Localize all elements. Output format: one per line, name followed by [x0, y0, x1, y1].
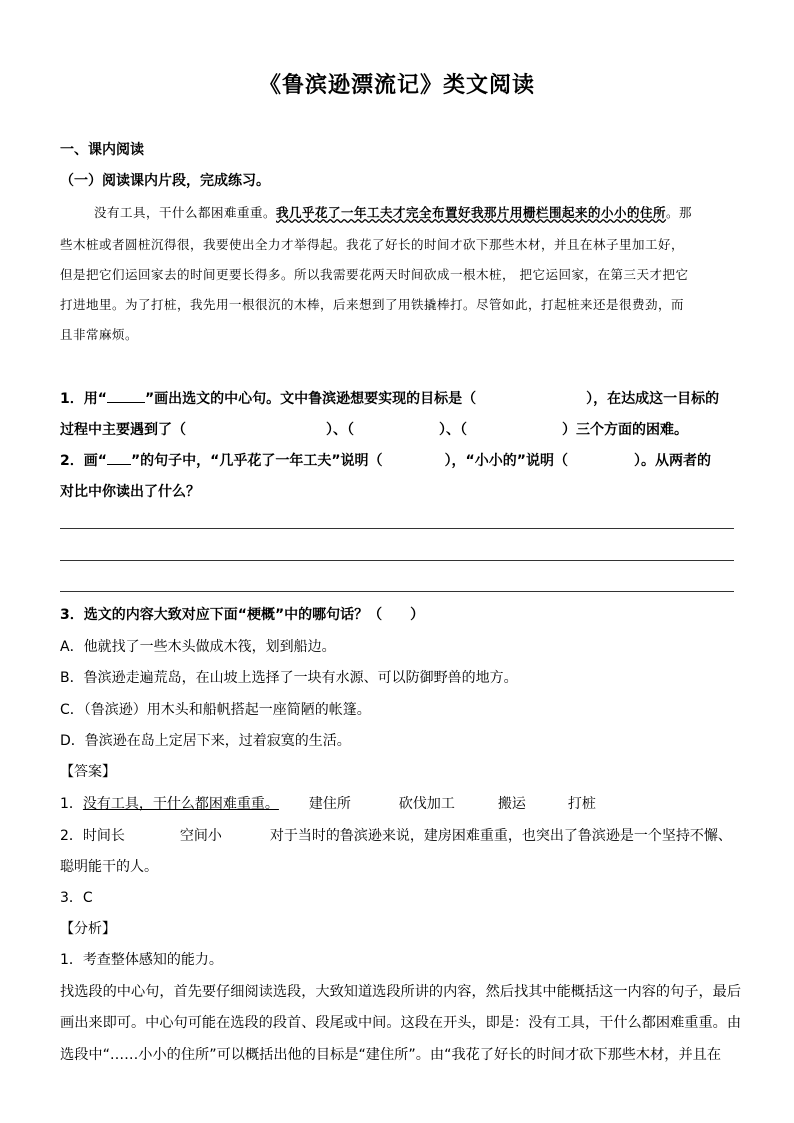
answer-1: [60, 795, 596, 813]
q1-text: 1．用“: [60, 391, 107, 407]
q2-text: ”的句子中，“几乎花了一年工夫”说明（: [130, 453, 383, 469]
q2-text: ），“小小的”说明（: [444, 453, 568, 469]
q2-text: 2．画“: [60, 453, 107, 469]
analysis-line: 找选段的中心句，首先要仔细阅读选段，大致知道选段所讲的内容，然后找其中能概括这一内容的句子，最后: [60, 984, 742, 1000]
passage-line-3: 但是把它们运回家去的时间更要长得多。所以我需要花两天时间砍成一根木桩， 把它运回家，在第三天才把它: [60, 267, 689, 282]
answer-1-difficulty: 砍伐加工: [398, 796, 455, 812]
answer-1-sentence: 没有工具，干什么都困难重重。: [82, 796, 279, 812]
option-c: C．（鲁滨逊）用木头和船帆搭起一座简陋的帐篷。: [60, 702, 371, 718]
passage-line-5: 且非常麻烦。: [60, 327, 139, 342]
option-a: A．他就找了一些木头做成木筏，划到船边。: [60, 639, 336, 655]
answer-line: [60, 591, 734, 592]
answer-3: 3．C: [60, 890, 93, 906]
q1-text: ），在达成这一目标的: [586, 391, 720, 407]
answer-1-difficulty: 搬运: [497, 796, 526, 812]
question-3-stem: 3．选文的内容大致对应下面“梗概”中的哪句话？（ ）: [60, 607, 425, 623]
question-1-line-2: [60, 421, 688, 439]
answer-line: [60, 560, 734, 561]
option-b: B．鲁滨逊走遍荒岛，在山坡上选择了一块有水源、可以防御野兽的地方。: [60, 670, 518, 686]
q2-text: ）。从两者的: [633, 453, 711, 469]
part-heading: （一）阅读课内片段，完成练习。: [60, 173, 270, 189]
question-1-line-1: [60, 390, 719, 408]
q1-text: ”画出选文的中心句。文中鲁滨逊想要实现的目标是（: [144, 391, 477, 407]
passage-line-4: 打进地里。为了打桩，我先用一根很沉的木棒，后来想到了用铁撬棒打。尽管如此，打起桩来还是很费劲，而: [60, 297, 685, 312]
answer-1-goal: 建住所: [308, 796, 351, 812]
section-heading: 一、课内阅读: [60, 142, 144, 158]
analysis-line: 1．考查整体感知的能力。: [60, 952, 223, 968]
passage-fragment: 。那: [666, 205, 693, 220]
answer-2-part: 空间小: [179, 828, 222, 844]
answer-2-part: 2．时间长: [60, 828, 125, 844]
analysis-line: 画出来即可。中心句可能在选段的段首、段尾或中间。这段在开头，即是：没有工具，干什么都困难重重。由: [60, 1015, 742, 1031]
answer-2-part: 对于当时的鲁滨逊来说，建房困难重重，也突出了鲁滨逊是一个坚持不懈、: [269, 828, 732, 844]
answer-2: [60, 827, 732, 845]
q1-text: 过程中主要遇到了（: [60, 422, 186, 438]
q1-text: ）三个方面的困难。: [562, 422, 688, 438]
passage-topic-sentence: 没有工具，干什么都困难重重。: [94, 205, 277, 220]
question-2-line-2: 对比中你读出了什么？: [60, 484, 200, 500]
analysis-header: 【分析】: [60, 921, 116, 937]
q2-line-blank: [107, 454, 131, 465]
q1-text: ）、（: [439, 422, 467, 438]
passage-wavy-sentence: 我几乎花了一年工夫才完全布置好我那片用栅栏围起来的小小的住所: [276, 205, 667, 220]
question-2-line-1: [60, 452, 711, 470]
q1-wavy-blank: [107, 392, 145, 403]
page-title: 《鲁滨逊漂流记》类文阅读: [258, 72, 535, 98]
answer-2-cont: 聪明能干的人。: [60, 859, 158, 875]
answer-header: 【答案】: [60, 764, 116, 780]
analysis-line: 选段中“……小小的住所”可以概括出他的目标是“建住所”。由“我花了好长的时间才砍下那些木材，并且在: [60, 1047, 722, 1063]
passage-line-1: [94, 204, 692, 222]
answer-line: [60, 528, 734, 529]
answer-1-difficulty: 打桩: [567, 796, 596, 812]
answer-1-num: 1．: [60, 796, 83, 812]
option-d: D．鲁滨逊在岛上定居下来，过着寂寞的生活。: [60, 733, 351, 749]
q1-text: ）、（: [326, 422, 354, 438]
passage-line-2: 些木桩或者圆桩沉得很，我要使出全力才举得起。我花了好长的时间才砍下那些木材，并且在林子里加工好，: [60, 237, 685, 252]
